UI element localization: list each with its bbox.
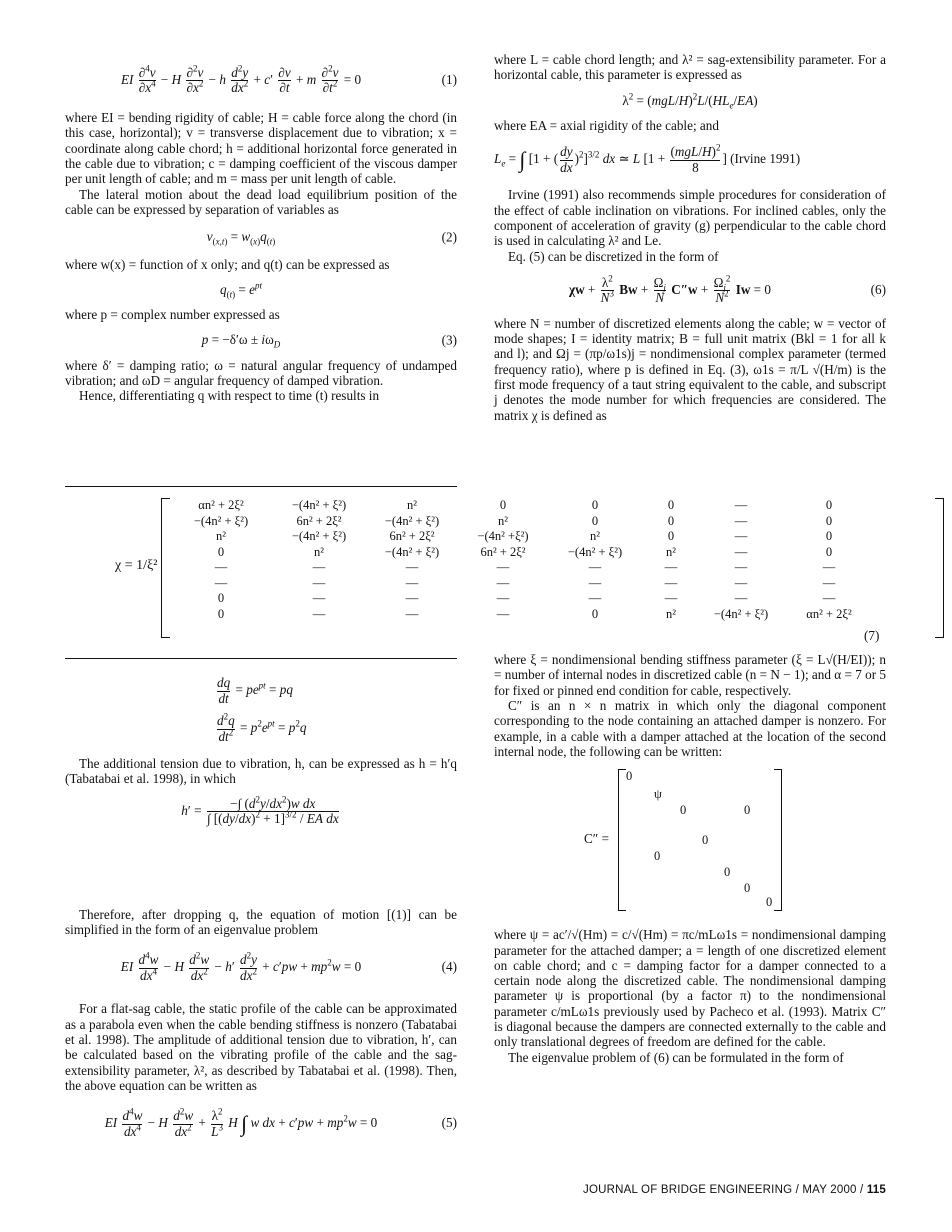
equation-lambda: $\lambda^2 = (mgL/H)^2L/(HL_e/EA)$ xyxy=(622,91,758,111)
matrix-cell: αn² + 2ξ² xyxy=(198,498,244,512)
matrix-cell: 0 xyxy=(667,513,675,528)
equation-q: $q_{(t)} = e^{pt}$ xyxy=(219,280,262,300)
matrix-cell: — xyxy=(405,575,419,590)
equation-d2q: $\frac{d^2q}{dt^2}$ = $p^2e^{pt} = p^2q$ xyxy=(217,711,307,744)
equation-5: EI $\frac{d^4w}{dx^4}$ − H $\frac{d^2w}{dx^2}$ + $\frac{\lambda^2}{L^3}$ H ∫ w dx + $c'pw + mp^2w = 0$ (5) xyxy=(65,1103,457,1143)
paragraph: where EA = axial rigidity of the cable; and xyxy=(494,117,719,133)
matrix-cell: n² xyxy=(314,544,324,559)
matrix-cell: 0 xyxy=(217,591,225,605)
matrix-cell: — xyxy=(312,560,326,574)
matrix-cell: — xyxy=(734,591,748,605)
matrix-cell: — xyxy=(664,575,678,590)
equation-number: (5) xyxy=(441,1115,457,1131)
equation-le: $L_e$ = ∫ [1 + ( $\frac{dy}{dx}$ )$^2$]$^{3/2}$ dx ≃ L [1 + $\frac{(mgL/H)^2}{8}$ ] (Irvine 1991) xyxy=(494,142,801,175)
journal-name: JOURNAL OF BRIDGE ENGINEERING / MAY 2000 / xyxy=(583,1184,867,1196)
matrix-cell: n² xyxy=(666,544,676,559)
matrix-right-bracket xyxy=(774,769,782,911)
page-number: 115 xyxy=(866,1184,886,1196)
matrix-cell: 0 xyxy=(825,529,833,543)
equation-dq: $\frac{dq}{dt}$ = $pe^{pt}$ = pq xyxy=(217,675,293,706)
matrix-cell: 0 xyxy=(217,606,225,621)
matrix-cell: −(4n² + ξ²) xyxy=(713,606,769,621)
matrix-cell: — xyxy=(496,591,510,605)
matrix-left-bracket xyxy=(161,498,170,638)
matrix-cell: — xyxy=(405,560,419,574)
paragraph: Hence, differentiating q with respect to time (t) results in xyxy=(79,388,380,404)
matrix-cell: 6n² + 2ξ² xyxy=(480,544,526,559)
matrix-entry: ψ xyxy=(654,787,662,802)
matrix-cell: — xyxy=(405,591,419,605)
matrix-label: χ = 1/ξ² xyxy=(115,558,158,573)
paragraph: For a flat-sag cable, the static profile of the cable can be approximated as a parabola even when the cable bending stiffness is nonzero (Tabatabai et al. 1998). The amplitude of additional tension due to vibration, h′, can be calculated based on the vibrating profile of the cable and the sag-extensibility parameter, λ², as described by Tabatabai et al. (1998). Then, the above equation can be written as xyxy=(65,1001,457,1093)
matrix-entry: 0 xyxy=(680,803,687,818)
matrix-entry: 0 xyxy=(626,769,633,784)
citation: (Irvine 1991) xyxy=(730,151,801,167)
matrix-chi xyxy=(115,498,852,638)
matrix-cell: −(4n² + ξ²) xyxy=(384,544,440,559)
matrix-entry: 0 xyxy=(766,895,773,910)
matrix-cell: 6n² + 2ξ² xyxy=(296,513,342,528)
paragraph: where δ′ = damping ratio; ω = natural angular frequency of undamped vibration; and ωD = angular frequency of damped vibration. xyxy=(65,357,457,389)
matrix-cell: — xyxy=(496,575,510,590)
paragraph: C″ is an n × n matrix in which only the diagonal component corresponding to the node containing an attached damper is nonzero. For example, in a cable with a damper attached at the location of the second internal node, the following can be written: xyxy=(494,697,886,759)
matrix-cell: 0 xyxy=(591,513,599,528)
matrix-entry: 0 xyxy=(724,865,731,880)
matrix-cell: n² xyxy=(407,498,417,512)
matrix-entry: 0 xyxy=(744,881,751,896)
paragraph: where ψ = ac′/√(Hm) = c/√(Hm) = πc/mLω1s = nondimensional damping parameter for the attached damper; a = length of one discretized element on cable chord; and c = damping factor for a damper connected to a certain node along the discretized cable. The nondimensional damping parameter ψ is proportional (by a factor π) to the nondimensional parameter c/mLω1s previously used by Pacheco et al. (1993). Matrix C″ is diagonal because the dampers are connected externally to the cable and only translational degrees of freedom are defined for the cable. xyxy=(494,927,886,1050)
equation-number: (7) xyxy=(864,628,880,643)
matrix-cell: — xyxy=(734,560,748,574)
paragraph: Therefore, after dropping q, the equation of motion [(1)] can be simplified in the form of an eigenvalue problem xyxy=(65,906,457,937)
paragraph: where w(x) = function of x only; and q(t) can be expressed as xyxy=(65,256,390,272)
matrix-cell: — xyxy=(822,575,836,590)
matrix-cell: — xyxy=(312,575,326,590)
matrix-cell: 6n² + 2ξ² xyxy=(389,529,435,543)
paragraph: where p = complex number expressed as xyxy=(65,307,280,323)
matrix-cell: n² xyxy=(666,606,676,621)
matrix-cell: — xyxy=(214,560,228,574)
matrix-cell: — xyxy=(664,560,678,574)
matrix-cell: 0 xyxy=(591,606,599,621)
matrix-cell: −(4n² + ξ²) xyxy=(567,544,623,559)
matrix-grid xyxy=(171,498,877,622)
equation-number: (1) xyxy=(441,72,457,87)
matrix-cell: −(4n² + ξ²) xyxy=(384,513,440,528)
right-column-top xyxy=(494,52,886,423)
matrix-cell: n² xyxy=(498,513,508,528)
matrix-cell: — xyxy=(734,513,748,528)
matrix-right-bracket xyxy=(935,498,944,638)
matrix-cell: — xyxy=(588,560,602,574)
matrix-cell: — xyxy=(734,498,748,512)
matrix-cell: 0 xyxy=(667,498,675,512)
paragraph: Irvine (1991) also recommends simple procedures for consideration of the effect of cable inclination on vibrations. For inclined cables, only the component of acceleration of gravity (g) perpendicular to the cable chord is used in calculating λ² and Le. xyxy=(494,187,886,249)
equation-hprime: h′ = $\frac{-\int (d^2y/dx^2)w dx}{\int [(dy/dx)^2 + 1]^{3/2} / EA dx}$ xyxy=(181,794,339,827)
matrix-cell: — xyxy=(214,575,228,590)
matrix-cell: — xyxy=(734,544,748,559)
equation-1: EI $\frac{\partial^4v}{\partial x^4}$ − H $\frac{\partial^2v}{\partial x^2}$ − h $\frac{d^2y}{dx^2}$ + c′ $\frac{\partial v}{\partial t}$ + m $\frac{\partial^2v}{\partial t^2}$ = 0 (1) xyxy=(65,58,457,102)
matrix-cell: — xyxy=(588,591,602,605)
matrix-cell: — xyxy=(405,606,419,621)
paragraph: The additional tension due to vibration, h, can be expressed as h = h′q (Tabatabai et al. 1998), in which xyxy=(65,756,457,787)
matrix-cell: — xyxy=(496,560,510,574)
matrix-cell: −(4n² +ξ²) xyxy=(477,529,529,543)
equation-4: EI $\frac{d^4w}{dx^4}$ − H $\frac{d^2w}{dx^2}$ − h′ $\frac{d^2y}{dx^2}$ + $c'pw + mp^2w = 0$ (4) xyxy=(65,947,457,987)
matrix-cell: — xyxy=(312,606,326,621)
matrix-c xyxy=(584,769,844,919)
rule-top xyxy=(65,486,457,487)
paragraph: Eq. (5) can be discretized in the form of xyxy=(508,248,719,264)
matrix-entry: 0 xyxy=(744,803,751,818)
matrix-cell: −(4n² + ξ²) xyxy=(193,513,249,528)
equation-number: (2) xyxy=(441,229,457,245)
matrix-cell: n² xyxy=(590,529,600,543)
matrix-cell: −(4n² + ξ²) xyxy=(291,529,347,543)
matrix-cell: 0 xyxy=(591,498,599,512)
equation-6: χw + $\frac{\lambda^2}{N^3}$ Bw + $\frac{\Omega_j}{N}$ C″w + $\frac{\Omega_j^2}{N^2}$ Iw = 0 (6) xyxy=(494,270,886,310)
matrix-cell: −(4n² + ξ²) xyxy=(291,498,347,512)
page-footer xyxy=(560,1184,886,1197)
equation-2: $v_{(x,t)} = w_{(x)}q_{(t)}$ (2) xyxy=(206,229,457,247)
matrix-cell: — xyxy=(734,529,748,543)
matrix-label: C″ = xyxy=(584,831,610,847)
paragraph: where EI = bending rigidity of cable; H = cable force along the chord (in this case, horizontal); v = transverse displacement due to vibration; x = coordinate along cable chord; h = additional horizontal force generated in the cable due to vibration; c = damping coefficient of the viscous damper per unit length of cable; and m = mass per unit length of cable. xyxy=(65,110,457,187)
left-column-top xyxy=(65,52,457,404)
paragraph: The eigenvalue problem of (6) can be formulated in the form of xyxy=(508,1049,844,1065)
equation-number: (4) xyxy=(441,959,457,975)
matrix-cell: — xyxy=(664,591,678,605)
matrix-cell: — xyxy=(588,575,602,590)
matrix-entry: 0 xyxy=(654,849,661,864)
matrix-cell: 0 xyxy=(499,498,507,512)
left-column-bottom xyxy=(65,676,457,1153)
matrix-cell: 0 xyxy=(667,529,675,543)
matrix-cell: 0 xyxy=(825,513,833,528)
matrix-cell: — xyxy=(496,606,510,621)
matrix-cell: 0 xyxy=(825,544,833,559)
matrix-left-bracket xyxy=(618,769,626,911)
equation-number: (6) xyxy=(870,281,886,297)
equation-number: (3) xyxy=(441,332,457,348)
equation-3: $p = -\delta'\omega \pm i\omega_D$ (3) xyxy=(201,332,457,351)
paragraph: The lateral motion about the dead load equilibrium position of the cable can be expressed by separation of variables as xyxy=(65,186,457,217)
right-column-bottom xyxy=(494,652,886,1065)
matrix-cell: 0 xyxy=(825,498,833,512)
matrix-cell: n² xyxy=(216,529,226,543)
paragraph: where L = cable chord length; and λ² = sag-extensibility parameter. For a horizontal cable, this parameter is expressed as xyxy=(494,52,886,83)
paragraph: where ξ = nondimensional bending stiffness parameter (ξ = L√(H/EI)); n = number of internal nodes in discretized cable (n = N − 1); and α = 7 or 5 for fixed or pinned end condition for cable, respectively. xyxy=(494,652,886,698)
matrix-cell: — xyxy=(734,575,748,590)
matrix-cell: — xyxy=(822,560,836,574)
matrix-cell: αn² + 2ξ² xyxy=(806,606,852,621)
matrix-entry: 0 xyxy=(702,833,709,848)
rule-bottom xyxy=(65,658,457,659)
matrix-cell: 0 xyxy=(217,544,225,559)
matrix-cell: — xyxy=(822,591,836,605)
paragraph: where N = number of discretized elements along the cable; w = vector of mode shapes; I = identity matrix; B = full unit matrix (Bkl = 1 for all k and l); and Ωj = (πp/ω1s)j = nondimensional complex parameter (termed frequency ratio), where p is defined in Eq. (3), ω1s = π/L √(H/m) is the first mode frequency of a taut string equivalent to the cable, and subscript j denotes the mode number for which frequencies are considered. The matrix χ is defined as xyxy=(494,315,886,423)
matrix-cell: — xyxy=(312,591,326,605)
